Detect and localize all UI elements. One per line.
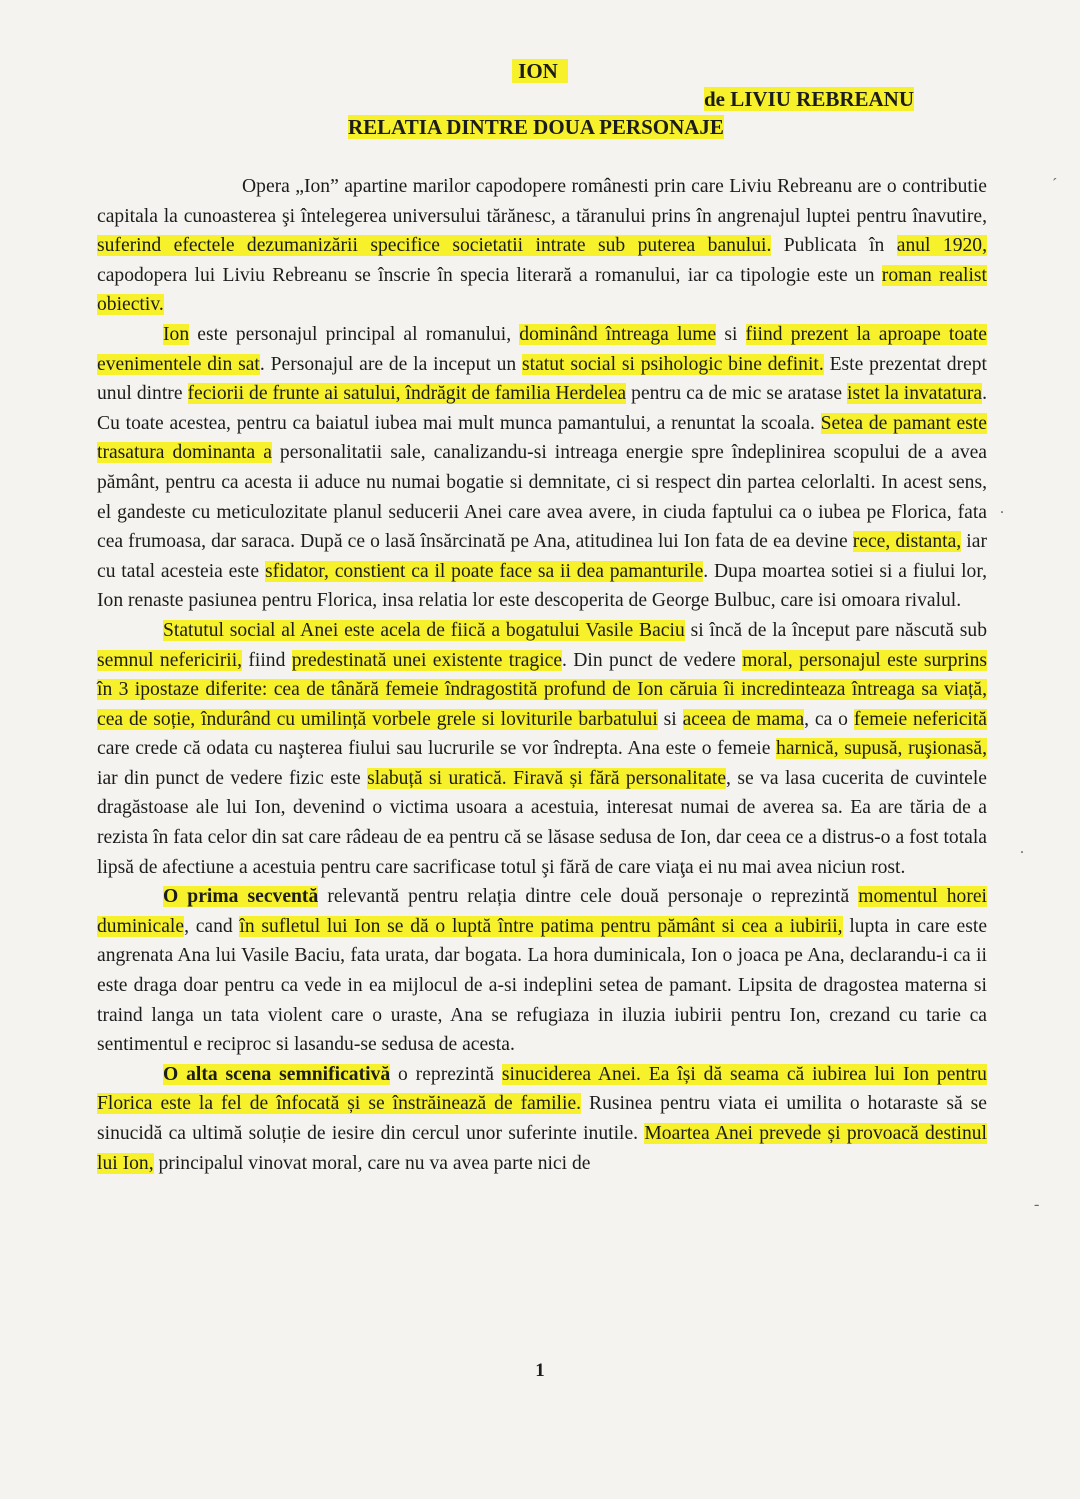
- highlighted-text: O alta scena semnificativă: [163, 1063, 391, 1085]
- stray-mark: ´: [1052, 176, 1058, 193]
- body-text: . Personajul are de la inceput un: [259, 353, 523, 375]
- author-line: [704, 86, 914, 112]
- body-text: . Cu toate acestea, pentru ca baiatul iubea mai mult munca pamantului, a renuntat la scoala.: [97, 383, 987, 434]
- body-text: , se va lasa cucerita de cuvintele dragăstoase ale lui Ion, devenind o victima usoara a acestuia, interesat numai de averea sa. Ea are tăria de a rezista în fata celor din sat care râdeau de ea pentru că se lăsase sedusa de Ion, dar ceea ce a distrus-o a fost totala lipsă de afectiune a acestuia pentru care sacrificase totul şi fără de care viaţa ei nu mai avea niciun rost.: [97, 767, 987, 878]
- body-text: Este prezentat drept unul dintre: [97, 353, 987, 405]
- essay-paragraph: [97, 616, 987, 882]
- body-text: personalitatii sale, canalizandu-si intreaga energie spre îndeplinirea scopului de a avea pământ, pentru ca acesta ii aduce nu numai bogatie si demnitate, ci si respect din partea celorlalti. In acest sens, el gandeste cu meticulozitate planul seducerii Anei care avea avere, in ciuda faptului ca o iubea pe Florica, fata cea frumoasa, dar saraca. După ce o lasă însărcinată pe Ana, atitudinea lui Ion fata de ea devine: [97, 442, 988, 553]
- highlighted-text: moral, personajul este surprins în 3 ipostaze diferite: cea de tânără femeie îndragostită profund de Ion căruia îi incredinteaza întreaga sa viață, cea de soție, îndurând cu umilință vorbele grele si loviturile barbatului: [97, 649, 987, 730]
- body-text: . Dupa moartea sotiei si a fiului lor, Ion renaste pasiunea pentru Florica, insa relatia lor este descoperita de George Bulbuc, care isi omoara rivalul.: [97, 560, 987, 612]
- highlighted-text: fiind prezent la aproape toate evenimentele din sat: [97, 323, 987, 375]
- body-text: si: [657, 708, 683, 730]
- essay-paragraph: [97, 1060, 987, 1178]
- body-text: fiind: [242, 649, 292, 671]
- highlighted-text: statut social si psihologic bine definit.: [522, 353, 824, 375]
- body-text: iar cu tatal acesteia este: [97, 531, 987, 582]
- body-text: care crede că odata cu naşterea fiului sau lucrurile se vor îndrepta. Ana este o femeie: [97, 738, 777, 760]
- body-text: Rusinea pentru viata ei umilita o hotaraste să se sinucidă ca ultimă soluție de iesire din cercul unor suferinte inutile.: [97, 1093, 987, 1144]
- highlighted-text: istet la invatatura: [847, 383, 983, 405]
- highlighted-text: semnul nefericirii,: [97, 649, 243, 671]
- body-text: principalul vinovat moral, care nu va avea parte nici de: [153, 1152, 591, 1174]
- body-text: si: [716, 323, 746, 345]
- highlighted-text: dominând întreaga lume: [519, 323, 717, 345]
- body-text: iar din punct de vedere fizic este: [97, 767, 368, 789]
- page-number: 1: [535, 1360, 545, 1381]
- body-text: relevantă pentru relația dintre cele două personaje o reprezintă: [318, 886, 859, 908]
- title-text: ION: [512, 59, 568, 83]
- body-text: Opera „Ion” apartine marilor capodopere românesti prin care Liviu Rebreanu are o contributie capitala la cunoasterea şi întelegerea universului tărănesc, a tăranului prins în angrenajul luptei pentru înavutire,: [97, 176, 987, 227]
- body-text: este personajul principal al romanului,: [189, 323, 520, 345]
- document-title: [0, 58, 1080, 84]
- highlighted-text: femeie nefericită: [853, 708, 987, 730]
- highlighted-text: anul 1920,: [896, 235, 988, 257]
- body-text: pentru ca de mic se aratase: [626, 383, 847, 405]
- highlighted-text: predestinată unei existente tragice: [291, 649, 563, 671]
- author-text: de LIVIU REBREANU: [703, 87, 914, 111]
- highlighted-text: feciorii de frunte ai satului, îndrăgit de familia Herdelea: [187, 383, 627, 405]
- highlighted-text: Setea de pamant este trasatura dominanta a: [97, 412, 987, 464]
- document-subtitle: [348, 114, 724, 140]
- body-text: o reprezintă: [390, 1063, 502, 1085]
- body-text: lupta in care este angrenata Ana lui Vasile Baciu, fata urata, dar bogata. La hora duminicala, Ion o joaca pe Ana, declarandu-i ca ii este draga doar pentru ca vede in ea mijlocul de a-si indeplini setea de pamant. Lipsita de dragostea materna si traind langa un tata violent care o uraste, Ana se refugiaza in iluzia iubirii pentru Ion, crezand cu tarie ca sentimentul e reciproc si lasandu-se sedusa de acesta.: [97, 915, 988, 1056]
- highlighted-text: O prima secventă: [163, 886, 319, 908]
- essay-paragraph: [97, 172, 987, 320]
- highlighted-text: sfidator, constient ca il poate face sa ii dea pamanturile: [264, 560, 704, 582]
- highlighted-text: momentul horei duminicale: [97, 886, 987, 937]
- highlighted-text: harnică, supusă, ruşionasă,: [776, 738, 987, 760]
- stray-mark: .: [1000, 500, 1004, 517]
- highlighted-text: suferind efectele dezumanizării specifice societatii intrate sub puterea banului.: [97, 235, 772, 257]
- subtitle-text: RELATIA DINTRE DOUA PERSONAJE: [348, 115, 724, 139]
- essay-paragraph: [97, 320, 987, 616]
- highlighted-text: Moartea Anei prevede și provoacă destinul lui Ion,: [97, 1123, 987, 1174]
- stray-mark: .: [1020, 840, 1024, 857]
- body-text: . Din punct de vedere: [562, 649, 743, 671]
- essay-body: [97, 172, 987, 1178]
- highlighted-text: slabuță si uratică. Firavă și fără personalitate: [367, 767, 727, 789]
- body-text: , cand: [184, 915, 240, 937]
- body-text: Publicata în: [771, 235, 897, 257]
- highlighted-text: roman realist obiectiv.: [97, 264, 987, 316]
- body-text: si încă de la început pare născută sub: [684, 619, 987, 641]
- highlighted-text: în sufletul lui Ion se dă o luptă între patima pentru pământ si cea a iubirii,: [239, 915, 843, 937]
- body-text: capodopera lui Liviu Rebreanu se înscrie în specia literară a romanului, iar ca tipologie este un: [97, 264, 882, 286]
- essay-paragraph: [97, 882, 987, 1060]
- body-text: , ca o: [804, 708, 854, 730]
- highlighted-text: sinuciderea Anei. Ea își dă seama că iubirea lui Ion pentru Florica este la fel de înfocată și se înstrăinează de familie.: [97, 1063, 987, 1115]
- highlighted-text: rece, distanta,: [852, 531, 962, 553]
- highlighted-text: Statutul social al Anei este acela de fiică a bogatului Vasile Baciu: [163, 619, 685, 641]
- highlighted-text: Ion: [163, 323, 190, 345]
- highlighted-text: aceea de mama: [682, 708, 805, 730]
- stray-mark: -: [1034, 1196, 1040, 1213]
